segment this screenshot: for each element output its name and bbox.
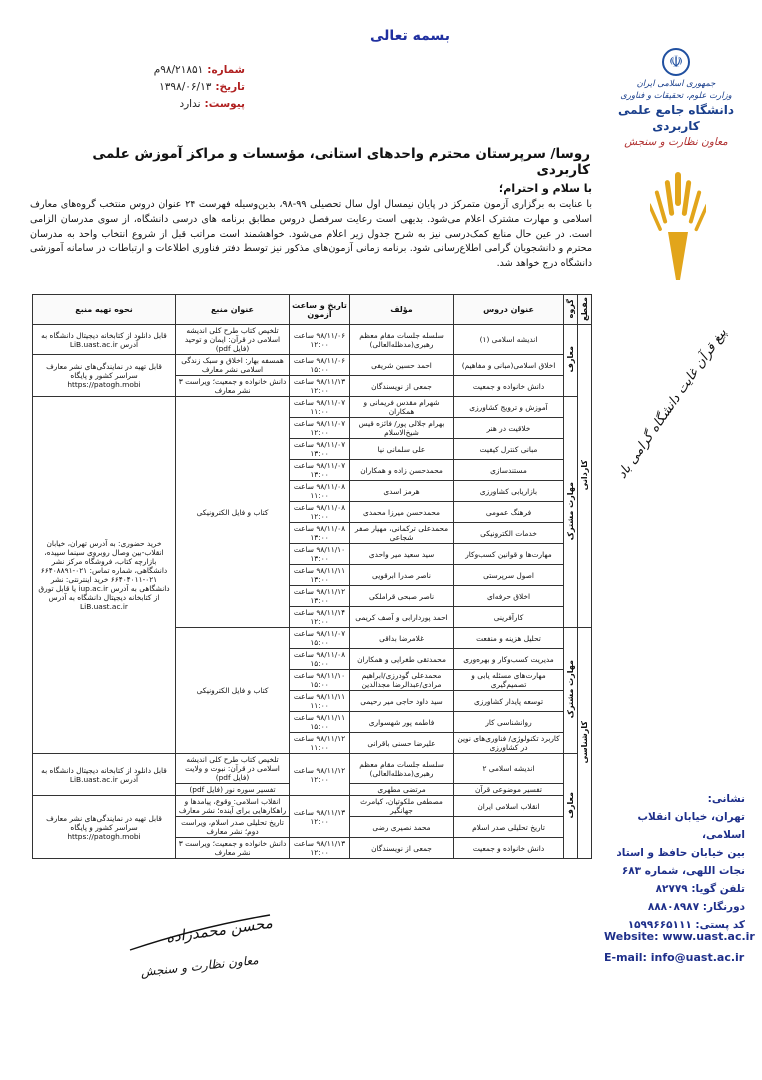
letter-heading: روسا/ سرپرستان محترم واحدهای استانی، مؤسسات و مراکز آموزش علمی کاربردی xyxy=(92,146,590,178)
course-cell: اندیشه اسلامی ۲ xyxy=(454,754,564,784)
course-cell: انقلاب اسلامی ایران xyxy=(454,796,564,817)
table-row xyxy=(33,754,592,784)
source-cell: تلخیص کتاب طرح کلی اندیشه اسلامی در قرآن: نبوت و ولایت (فایل pdf) xyxy=(176,754,290,784)
datetime-cell: ۹۸/۱۱/۰۷ ساعت ۱۲:۰۰ xyxy=(290,418,350,439)
web-contact xyxy=(604,926,755,968)
slogan-calligraphy xyxy=(592,300,742,490)
table-row xyxy=(33,325,592,355)
datetime-cell: ۹۸/۱۱/۰۸ ساعت ۱۱:۰۰ xyxy=(290,481,350,502)
author-cell: سید سعید میر واحدی xyxy=(350,544,454,565)
datetime-cell: ۹۸/۱۱/۰۸ ساعت ۱۲:۰۰ xyxy=(290,502,350,523)
group-cell-maharat: مهارت مشترک xyxy=(564,628,578,754)
author-cell: مصطفی ملکوتیان، کیامرث جهانگیر xyxy=(350,796,454,817)
table-header-row xyxy=(33,295,592,325)
contact-title: نشانی: xyxy=(707,793,745,805)
prep-cell: خرید حضوری: به آدرس تهران، خیابان انقلاب-بین وصال روبروی سینما سپیده، بازارچه کتاب، فروشگاه مرکز نشر دانشگاهی، شماره تماس: ۰۲۱-۶۶۴۰۸۸۹۱ ۰۲۱-۶۶۴۰۴۰۱۱ خرید اینترنتی: نشر دانشگاهی به آدرس iup.ac.ir یا قابل تورق از کتابخانه دیجیتال دانشگاه به آدرس LiB.uast.ac.ir xyxy=(33,397,176,754)
svg-text:پیغ قرآن غایت دانشگاه گرامی با: پیغ قرآن غایت دانشگاه گرامی باد xyxy=(614,325,730,482)
datetime-cell: ۹۸/۱۱/۰۷ ساعت ۱۳:۰۰ xyxy=(290,439,350,460)
col-prep: نحوه تهیه منبع xyxy=(33,295,176,325)
course-cell: مدیریت کسب‌وکار و بهره‌وری xyxy=(454,649,564,670)
table-body xyxy=(33,325,592,859)
author-cell: جمعی از نویسندگان xyxy=(350,376,454,397)
course-cell: خدمات الکترونیکی xyxy=(454,523,564,544)
datetime-cell: ۹۸/۱۱/۰۷ ساعت ۱۵:۰۰ xyxy=(290,628,350,649)
course-cell: بازاریابی کشاورزی xyxy=(454,481,564,502)
author-cell: علیرضا حسنی باقرانی xyxy=(350,733,454,754)
datetime-cell: ۹۸/۱۱/۱۰ ساعت ۱۳:۰۰ xyxy=(290,544,350,565)
source-cell: تفسیر سوره نور (فایل pdf) xyxy=(176,784,290,796)
course-cell: کاربرد تکنولوژی/ فناوری‌های نوین در کشاورزی xyxy=(454,733,564,754)
course-cell: روانشناسی کار xyxy=(454,712,564,733)
datetime-cell: ۹۸/۱۱/۱۱ ساعت ۱۳:۰۰ xyxy=(290,565,350,586)
contact-addr-2: بین خیابان حافظ و استاد xyxy=(616,847,745,859)
group-cell-maaref: معارف xyxy=(564,325,578,397)
datetime-cell: ۹۸/۱۱/۱۳ ساعت ۱۲:۰۰ xyxy=(290,796,350,838)
author-cell: سلسله جلسات مقام معظم رهبری(مدظله‌العالی) xyxy=(350,754,454,784)
author-cell: مرتضی مطهری xyxy=(350,784,454,796)
datetime-cell: ۹۸/۱۱/۱۲ ساعت ۱۲:۰۰ xyxy=(290,754,350,796)
course-cell: مستندسازی xyxy=(454,460,564,481)
course-cell: اخلاق حرفه‌ای xyxy=(454,586,564,607)
course-cell: اصول سرپرستی xyxy=(454,565,564,586)
author-cell: محمدتقی طغرایی و همکاران xyxy=(350,649,454,670)
col-source: عنوان منبع xyxy=(176,295,290,325)
author-cell: فاطمه پور شهسواری xyxy=(350,712,454,733)
course-cell: دانش خانواده و جمعیت xyxy=(454,376,564,397)
greeting: با سلام و احترام؛ xyxy=(498,182,592,195)
contact-addr-3: نجات اللهی، شماره ۶۸۳ xyxy=(621,865,745,877)
letter-body: با عنایت به برگزاری آزمون متمرکز در پایان نیمسال اول سال تحصیلی ۹۹-۹۸، بدین‌وسیله فهرست ۲۴ عنوان دروس منتخب گروه‌های معارف اسلامی و مهارت مشترک اعلام می‌شود. بدیهی است رعایت سرفصل دروس مطابق برنامه های درسی دانشگاه، از سوی مدرسان الزامی است. در عین حال منابع کمک‌درسی نیز به شرح جدول زیر اعلام می‌شود. خواهشمند است مراتب قبل از شروع انتخاب واحد به مدرسان محترم و دانشجویان گرامی اطلاع‌رسانی شود. برنامه زمانی آزمون‌های مذکور نیز توسط دفتر فناوری اطلاعات و ارتباطات در سامانه آموزشی دانشگاه درج خواهد شد. xyxy=(30,199,592,270)
author-cell: غلامرضا بداقی xyxy=(350,628,454,649)
group-cell-maharat: مهارت مشترک xyxy=(564,397,578,628)
course-cell: مهارت‌های مسئله یابی و تصمیم‌گیری xyxy=(454,670,564,691)
prep-cell: قابل دانلود از کتابخانه دیجیتال دانشگاه به آدرس LiB.uast.ac.ir xyxy=(33,754,176,796)
author-cell: ناصر صدرا ابرقویی xyxy=(350,565,454,586)
col-datetime: تاریخ و ساعت آزمون xyxy=(290,295,350,325)
course-cell: فرهنگ عمومی xyxy=(454,502,564,523)
svg-text:محسن محمدزاده: محسن محمدزاده xyxy=(164,913,274,947)
date-value: ۱۳۹۸/۰۶/۱۳ xyxy=(159,81,212,93)
datetime-cell: ۹۸/۱۱/۰۶ ساعت ۱۲:۰۰ xyxy=(290,325,350,355)
contact-fax: دورنگار: ۸۸۸۰۸۹۸۷ xyxy=(647,901,745,913)
author-cell: احمد پوردارابی و آصف کریمی xyxy=(350,607,454,628)
course-cell: مهارت‌ها و قوانین کسب‌وکار xyxy=(454,544,564,565)
source-cell: کتاب و فایل الکترونیکی xyxy=(176,397,290,628)
author-cell: بهرام جلالی پور/ فائزه قیس شیخ‌الاسلام xyxy=(350,418,454,439)
author-cell: ناصر صبحی قراملکی xyxy=(350,586,454,607)
attach-label: پیوست: xyxy=(204,98,245,110)
author-cell: سید داود حاجی میر رحیمی xyxy=(350,691,454,712)
contact-phone: تلفن گویا: ۸۲۷۷۹ xyxy=(655,883,745,895)
col-group: گروه xyxy=(564,295,578,325)
datetime-cell: ۹۸/۱۱/۱۳ ساعت ۱۲:۰۰ xyxy=(290,838,350,859)
datetime-cell: ۹۸/۱۱/۱۴ ساعت ۱۲:۰۰ xyxy=(290,607,350,628)
contact-addr-1: تهران، خیابان انقلاب اسلامی، xyxy=(637,811,745,841)
logo-line-4: معاون نظارت و سنجش xyxy=(624,136,728,148)
author-cell: شهرام مقدس فریمانی و همکاران xyxy=(350,397,454,418)
logo-line-3: دانشگاه جامع علمی کاربردی xyxy=(618,103,734,133)
number-value: ۹۸/۲۱۸۵۱م xyxy=(153,64,204,76)
course-cell: مبانی کنترل کیفیت xyxy=(454,439,564,460)
source-cell: تاریخ تحلیلی صدر اسلام، ویراست دوم؛ نشر معارف xyxy=(176,817,290,838)
university-logo xyxy=(596,48,756,150)
level-cell-kardani: کاردانی xyxy=(578,325,592,628)
col-author: مؤلف xyxy=(350,295,454,325)
torch-logo-icon xyxy=(650,170,706,300)
course-cell: دانش خانواده و جمعیت xyxy=(454,838,564,859)
logo-line-1: جمهوری اسلامی ایران xyxy=(636,79,716,89)
source-cell: کتاب و فایل الکترونیکی xyxy=(176,628,290,754)
prep-cell: قابل تهیه در نمایندگی‌های نشر معارف سراسر کشور و پایگاه https://patogh.mobi xyxy=(33,355,176,397)
course-cell: خلاقیت در هنر xyxy=(454,418,564,439)
date-label: تاریخ: xyxy=(215,81,245,93)
datetime-cell: ۹۸/۱۱/۱۱ ساعت ۱۱:۰۰ xyxy=(290,691,350,712)
table-row xyxy=(33,355,592,376)
email-link[interactable]: E-mail: info@uast.ac.ir xyxy=(604,951,745,964)
signature xyxy=(120,895,280,985)
datetime-cell: ۹۸/۱۱/۱۱ ساعت ۱۵:۰۰ xyxy=(290,712,350,733)
author-cell: جمعی از نویسندگان xyxy=(350,838,454,859)
datetime-cell: ۹۸/۱۱/۱۳ ساعت ۱۲:۰۰ xyxy=(290,376,350,397)
datetime-cell: ۹۸/۱۱/۰۸ ساعت ۱۳:۰۰ xyxy=(290,523,350,544)
prep-cell: قابل دانلود از کتابخانه دیجیتال دانشگاه به آدرس LiB.uast.ac.ir xyxy=(33,325,176,355)
courses-table xyxy=(32,294,592,859)
letter-meta xyxy=(120,62,245,113)
attach-value: ندارد xyxy=(179,98,201,110)
author-cell: محمدعلی ترکمانی، مهیار صفر شجاعی xyxy=(350,523,454,544)
source-cell: تلخیص کتاب طرح کلی اندیشه اسلامی در قرآن: ایمان و توحید (فایل pdf) xyxy=(176,325,290,355)
group-cell-maaref: معارف xyxy=(564,754,578,859)
bismillah: بسمه تعالی xyxy=(369,28,451,44)
datetime-cell: ۹۸/۱۱/۰۸ ساعت ۱۵:۰۰ xyxy=(290,649,350,670)
course-cell: تفسیر موضوعی قرآن xyxy=(454,784,564,796)
author-cell: محمدعلی گودرزی/ابراهیم مرادی/عبدالرضا مجدالدین xyxy=(350,670,454,691)
course-cell: اخلاق اسلامی(مبانی و مفاهیم) xyxy=(454,355,564,376)
contact-postal: کد پستی: ۱۵۹۹۶۶۵۱۱۱ xyxy=(627,919,745,931)
datetime-cell: ۹۸/۱۱/۰۷ ساعت ۱۳:۰۰ xyxy=(290,460,350,481)
course-cell: توسعه پایدار کشاورزی xyxy=(454,691,564,712)
datetime-cell: ۹۸/۱۱/۰۶ ساعت ۱۵:۰۰ xyxy=(290,355,350,376)
datetime-cell: ۹۸/۱۱/۰۷ ساعت ۱۱:۰۰ xyxy=(290,397,350,418)
datetime-cell: ۹۸/۱۱/۱۰ ساعت ۱۵:۰۰ xyxy=(290,670,350,691)
author-cell: هرمز اسدی xyxy=(350,481,454,502)
source-cell: انقلاب اسلامی: وقوع، پیامدها و راهکارهایی برای آینده؛ نشر معارف xyxy=(176,796,290,817)
prep-cell: قابل تهیه در نمایندگی‌های نشر معارف سراسر کشور و پایگاه https://patogh.mobi xyxy=(33,796,176,859)
author-cell: محمدحسن میرزا محمدی xyxy=(350,502,454,523)
author-cell: محمدحسن زاده و همکاران xyxy=(350,460,454,481)
svg-text:معاون نظارت و سنجش: معاون نظارت و سنجش xyxy=(139,952,260,980)
source-cell: دانش خانواده و جمعیت؛ ویراست ۳ نشر معارف xyxy=(176,376,290,397)
author-cell: احمد حسین شریفی xyxy=(350,355,454,376)
source-cell: همسفه بهار: اخلاق و سبک زندگی اسلامی نشر معارف xyxy=(176,355,290,376)
iran-emblem-icon: ☫ xyxy=(662,48,690,76)
author-cell: علی سلمانی نیا xyxy=(350,439,454,460)
number-label: شماره: xyxy=(207,64,245,76)
course-cell: تاریخ تحلیلی صدر اسلام xyxy=(454,817,564,838)
course-cell: آموزش و ترویج کشاورزی xyxy=(454,397,564,418)
source-cell: دانش خانواده و جمعیت؛ ویراست ۳ نشر معارف xyxy=(176,838,290,859)
table-row xyxy=(33,796,592,817)
author-cell: سلسله جلسات مقام معظم رهبری(مدظله‌العالی) xyxy=(350,325,454,355)
course-cell: اندیشه اسلامی (۱) xyxy=(454,325,564,355)
table-row xyxy=(33,397,592,418)
website-link[interactable]: Website: www.uast.ac.ir xyxy=(604,930,755,943)
author-cell: محمد نصیری رضی xyxy=(350,817,454,838)
course-cell: کارآفرینی xyxy=(454,607,564,628)
contact-block xyxy=(595,790,745,934)
col-course: عنوان دروس xyxy=(454,295,564,325)
datetime-cell: ۹۸/۱۱/۱۲ ساعت ۱۳:۰۰ xyxy=(290,586,350,607)
course-cell: تحلیل هزینه و منفعت xyxy=(454,628,564,649)
logo-line-2: وزارت علوم، تحقیقات و فناوری xyxy=(620,91,732,101)
level-cell-karshenasi: کارشناسی xyxy=(578,628,592,859)
col-level: مقطع xyxy=(578,295,592,325)
datetime-cell: ۹۸/۱۱/۱۲ ساعت ۱۱:۰۰ xyxy=(290,733,350,754)
